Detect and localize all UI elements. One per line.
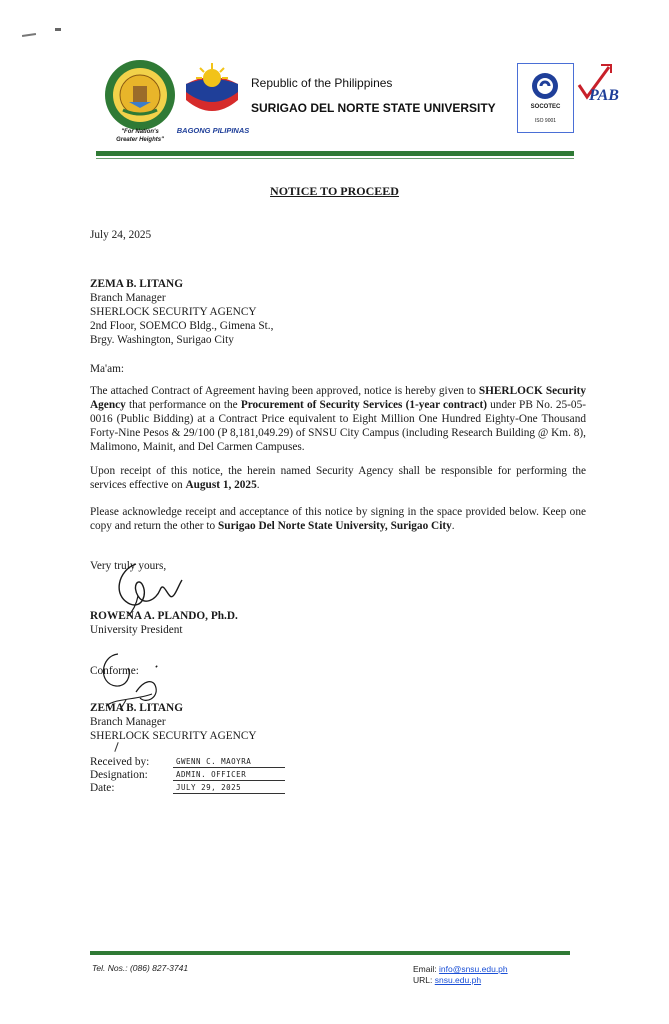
email-link[interactable]: info@snsu.edu.ph — [438, 964, 508, 974]
scan-mark — [55, 28, 61, 31]
university-name: SURIGAO DEL NORTE STATE UNIVERSITY — [251, 101, 496, 115]
socotec-label: SOCOTEC — [530, 104, 561, 110]
date-value: JULY 29, 2025 — [176, 783, 242, 792]
signatory-title: University President — [90, 624, 183, 636]
iso-label: ISO 9001 — [534, 118, 557, 124]
closing: Very truly yours, — [90, 560, 167, 572]
received-value: GWENN C. MAOYRA — [176, 757, 252, 766]
designation-line — [173, 780, 285, 781]
conforme-position: Branch Manager — [90, 716, 166, 728]
recipient-name: ZEMA B. LITANG — [90, 278, 184, 290]
document-title: NOTICE TO PROCEED — [270, 184, 399, 198]
conforme-company: SHERLOCK SECURITY AGENCY — [90, 730, 257, 742]
recipient-position: Branch Manager — [90, 292, 166, 304]
republic-label: Republic of the Philippines — [251, 76, 393, 90]
url-link[interactable]: snsu.edu.ph — [434, 975, 482, 985]
paragraph-notice: The attached Contract of Agreement having been approved, notice is hereby given to SHERLOCK Security Agency that performance on the Procurement of Security Services (1-year contract) under PB No. 25-05-0016 (Public Bidding) at a Contract Price equivalent to Eight Million One Hundred Eighty-One Thousand Forty-Nine Pesos & 29/100 (P 8,181,049.29) of SNSU City Campus (including Research Building @ Km. 8), Malimono, Mainit, and Del Carmen Campuses. — [90, 385, 587, 453]
footer-url: URL: snsu.edu.ph — [413, 975, 482, 985]
header-rule-thin — [96, 158, 574, 159]
seal-motto: "For Nation's Greater Heights" — [116, 129, 164, 143]
letter-date: July 24, 2025 — [90, 229, 152, 241]
paragraph-acknowledge: Please acknowledge receipt and acceptance of this notice by signing in the space provided below. Keep one copy and return the other to Surigao Del Norte State University, Surigao City. — [90, 506, 586, 532]
pen-stroke — [114, 742, 118, 752]
received-line — [173, 767, 285, 768]
bagong-pilipinas-label: BAGONG PILIPINAS — [176, 126, 250, 135]
signatory-name: ROWENA A. PLANDO, Ph.D. — [90, 610, 238, 622]
footer-rule — [90, 951, 570, 955]
header-rule — [96, 151, 574, 156]
socotec-cert-badge — [517, 63, 574, 133]
footer-telephone: Tel. Nos.: (086) 827-3741 — [92, 963, 189, 973]
recipient-company: SHERLOCK SECURITY AGENCY — [90, 306, 257, 318]
designation-value: ADMIN. OFFICER — [176, 770, 247, 779]
recipient-address-2: Brgy. Washington, Surigao City — [90, 334, 234, 346]
bagong-pilipinas-logo — [180, 60, 244, 124]
salutation: Ma'am: — [90, 363, 125, 375]
date-label: Date: — [90, 782, 115, 794]
paragraph-effectivity: Upon receipt of this notice, the herein named Security Agency shall be responsible for performing the services effective on August 1, 2025. — [90, 465, 586, 491]
designation-label: Designation: — [90, 769, 148, 781]
conforme-name: ZEMA B. LITANG — [90, 702, 184, 714]
recipient-address-1: 2nd Floor, SOEMCO Bldg., Gimena St., — [90, 320, 274, 332]
date-line — [173, 793, 285, 794]
footer-email: Email: info@snsu.edu.ph — [413, 964, 508, 974]
conforme-label: Conforme: — [90, 665, 139, 677]
university-seal — [103, 58, 177, 132]
scan-mark — [22, 33, 36, 37]
pab-label: PAB — [589, 87, 619, 104]
pab-logo — [575, 63, 619, 121]
recipient-block — [90, 277, 390, 347]
received-label: Received by: — [90, 756, 150, 768]
